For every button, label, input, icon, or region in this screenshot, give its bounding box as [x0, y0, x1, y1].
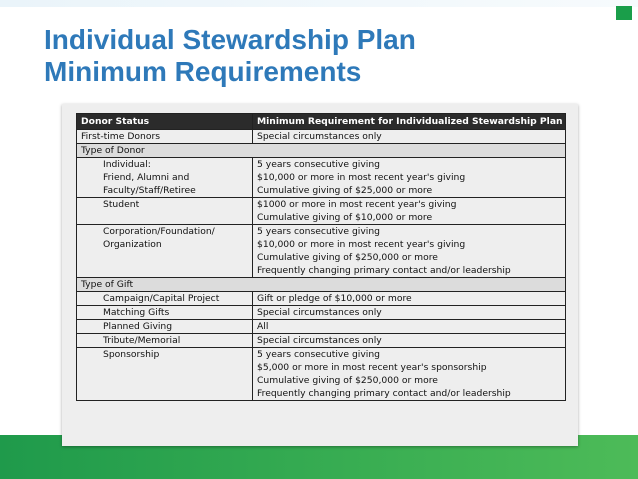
table-row: [77, 292, 566, 306]
table-row: [77, 334, 566, 348]
row-requirement: Cumulative giving of $10,000 or more: [257, 212, 433, 223]
row-requirement: 5 years consecutive giving: [257, 159, 380, 170]
table-row: [77, 158, 566, 198]
row-requirement: Frequently changing primary contact and/or leadership: [257, 388, 511, 399]
header-minimum-requirement: Minimum Requirement for Individualized Stewardship Plan: [253, 114, 566, 130]
slide-title: [44, 24, 416, 88]
row-status: Individual:: [103, 159, 151, 170]
requirements-table: [76, 113, 566, 401]
corner-accent-square: [616, 6, 632, 20]
row-requirement: $5,000 or more in most recent year's sponsorship: [257, 362, 487, 373]
row-requirement: Cumulative giving of $250,000 or more: [257, 252, 438, 263]
table-row: [77, 225, 566, 278]
row-requirement: Cumulative giving of $250,000 or more: [257, 375, 438, 386]
slide-title-line-1: Individual Stewardship Plan: [44, 24, 416, 55]
row-requirement: Special circumstances only: [257, 131, 382, 142]
slide-title-line-2: Minimum Requirements: [44, 56, 362, 87]
row-status: First-time Donors: [81, 131, 161, 142]
row-status: Matching Gifts: [103, 307, 170, 318]
row-status: Campaign/Capital Project: [103, 293, 220, 304]
row-requirement: Special circumstances only: [257, 335, 382, 346]
table-row: [77, 198, 566, 225]
table-row: [77, 306, 566, 320]
header-donor-status: Donor Status: [77, 114, 253, 130]
row-requirement: 5 years consecutive giving: [257, 349, 380, 360]
top-accent-strip: [0, 0, 638, 7]
table-header-row: [77, 114, 566, 130]
section-row-type-of-donor: [77, 144, 566, 158]
row-status: Corporation/Foundation/: [103, 226, 215, 237]
row-requirement: $10,000 or more in most recent year's giving: [257, 239, 466, 250]
row-requirement: 5 years consecutive giving: [257, 226, 380, 237]
row-status: Planned Giving: [103, 321, 173, 332]
row-status: Student: [103, 199, 140, 210]
row-status: Faculty/Staff/Retiree: [103, 185, 196, 196]
table-row: [77, 348, 566, 401]
section-label: Type of Donor: [77, 144, 566, 158]
section-label: Type of Gift: [77, 278, 566, 292]
row-status: Organization: [103, 239, 162, 250]
row-requirement: Gift or pledge of $10,000 or more: [257, 293, 412, 304]
table-row: [77, 320, 566, 334]
row-requirement: $10,000 or more in most recent year's giving: [257, 172, 466, 183]
row-status: Sponsorship: [103, 349, 160, 360]
table-row: [77, 130, 566, 144]
row-requirement: Cumulative giving of $25,000 or more: [257, 185, 433, 196]
row-requirement: All: [257, 321, 269, 332]
row-status: Friend, Alumni and: [103, 172, 190, 183]
row-status: Tribute/Memorial: [103, 335, 181, 346]
row-requirement: Special circumstances only: [257, 307, 382, 318]
requirements-table-image: [62, 104, 578, 446]
row-requirement: $1000 or more in most recent year's giving: [257, 199, 457, 210]
row-requirement: Frequently changing primary contact and/or leadership: [257, 265, 511, 276]
section-row-type-of-gift: [77, 278, 566, 292]
